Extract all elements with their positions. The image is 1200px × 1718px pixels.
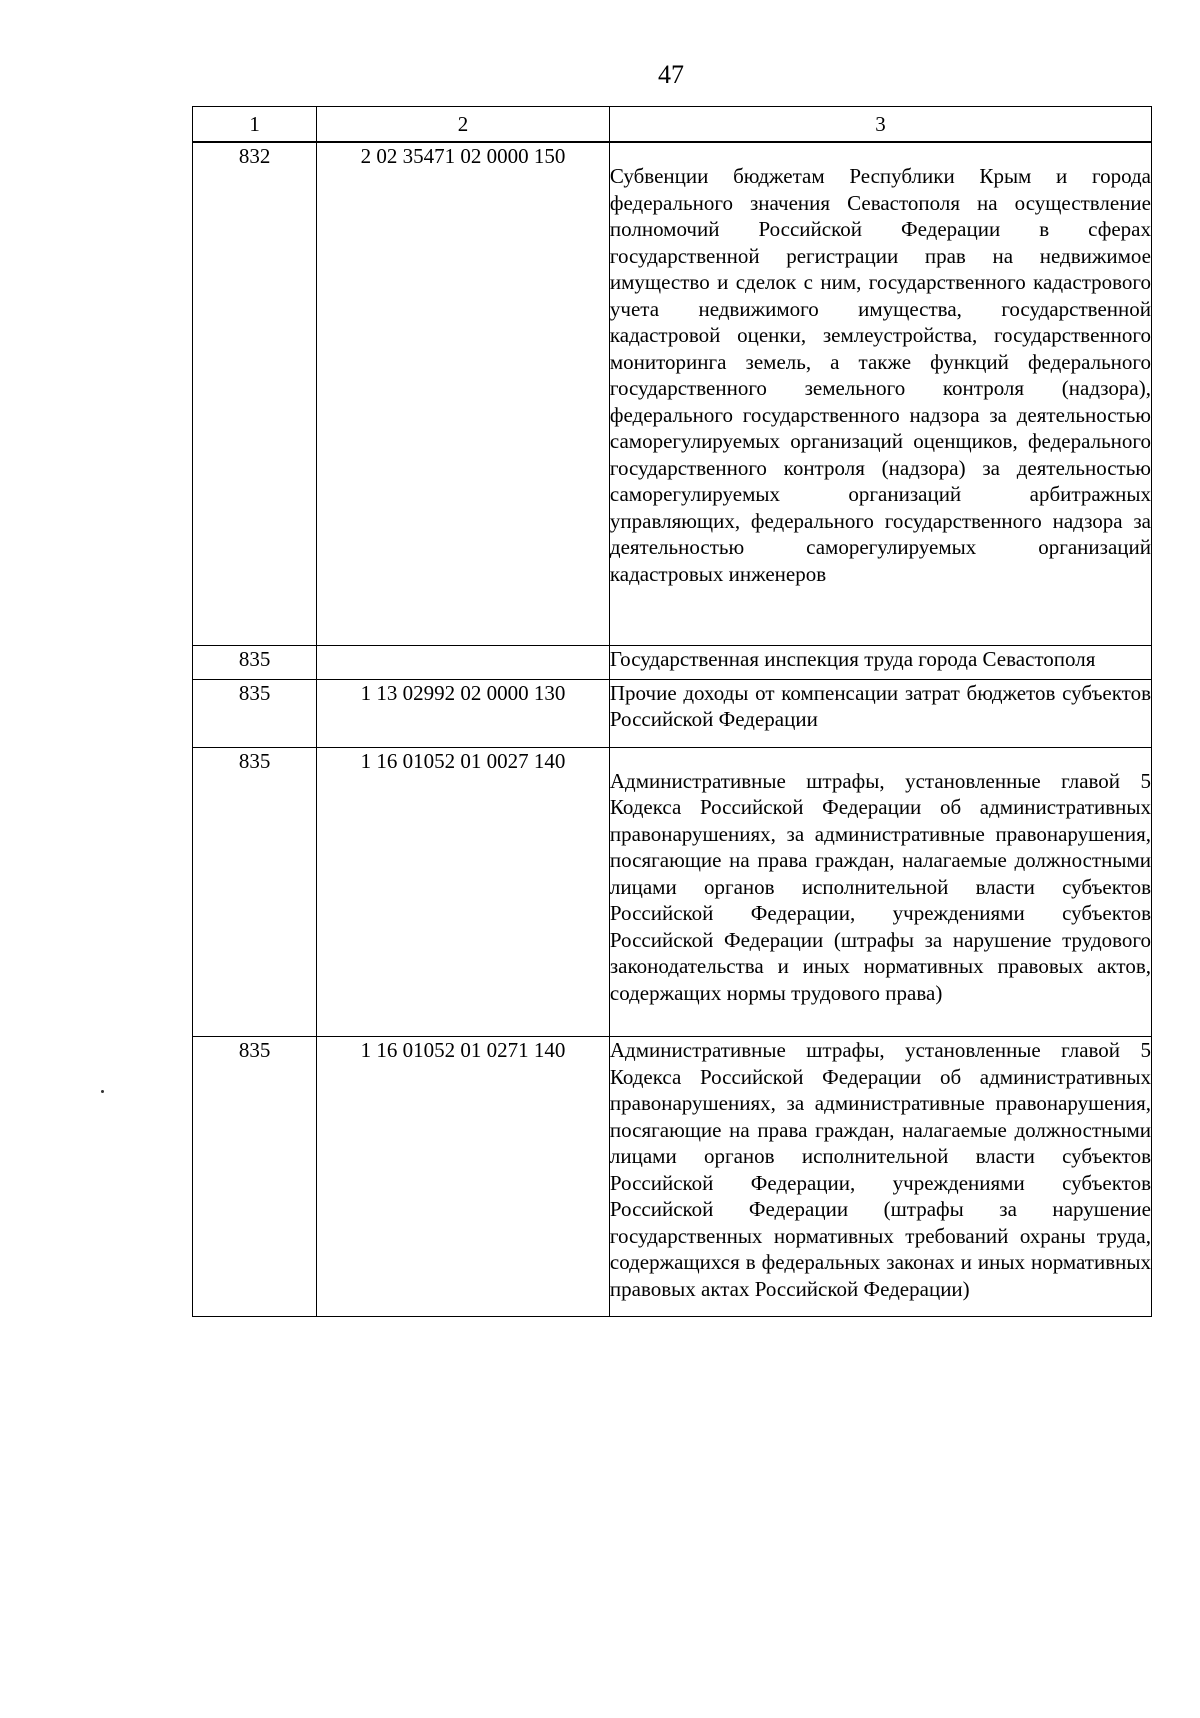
column-header-1: 1 [193, 107, 317, 143]
scan-speck [101, 1090, 104, 1093]
table-header-row [193, 107, 1152, 143]
budget-code-cell: 1 13 02992 02 0000 130 [317, 679, 610, 747]
table-row [193, 142, 1152, 646]
budget-code-cell: 1 16 01052 01 0271 140 [317, 1037, 610, 1317]
admin-code-cell: 835 [193, 747, 317, 1037]
admin-code-cell: 832 [193, 142, 317, 646]
admin-code-cell: 835 [193, 1037, 317, 1317]
table-row [193, 679, 1152, 747]
admin-code-cell: 835 [193, 679, 317, 747]
section-title-cell: Государственная инспекция труда города Севастополя [609, 646, 1151, 680]
table-row [193, 646, 1152, 680]
column-header-2: 2 [317, 107, 610, 143]
revenue-table [192, 106, 1152, 1317]
budget-code-cell: 1 16 01052 01 0027 140 [317, 747, 610, 1037]
description-cell: Административные штрафы, установленные главой 5 Кодекса Российской Федерации об административных правонарушениях, за административные правонарушения, посягающие на права граждан, налагаемые должностными лицами органов исполнительной власти субъектов Российской Федерации, учреждениями субъектов Российской Федерации (штрафы за нарушение государственных нормативных требований охраны труда, содержащихся в федеральных законах и иных нормативных правовых актах Российской Федерации) [609, 1037, 1151, 1317]
description-cell: Административные штрафы, установленные главой 5 Кодекса Российской Федерации об административных правонарушениях, за административные правонарушения, посягающие на права граждан, налагаемые должностными лицами органов исполнительной власти субъектов Российской Федерации, учреждениями субъектов Российской Федерации (штрафы за нарушение трудового законодательства и иных нормативных правовых актов, содержащих нормы трудового права) [609, 747, 1151, 1037]
table-row [193, 747, 1152, 1037]
description-cell: Субвенции бюджетам Республики Крым и города федерального значения Севастополя на осуществление полномочий Российской Федерации в сферах государственной регистрации прав на недвижимое имущество и сделок с ним, государственного кадастрового учета недвижимого имущества, государственной кадастровой оценки, землеустройства, государственного мониторинга земель, а также функций федерального государственного земельного контроля (надзора), федерального государственного надзора за деятельностью саморегулируемых организаций оценщиков, федерального государственного контроля (надзора) за деятельностью саморегулируемых организаций арбитражных управляющих, федерального государственного надзора за деятельностью саморегулируемых организаций кадастровых инженеров [609, 142, 1151, 646]
admin-code-cell: 835 [193, 646, 317, 680]
description-cell: Прочие доходы от компенсации затрат бюджетов субъектов Российской Федерации [609, 679, 1151, 747]
budget-code-cell [317, 646, 610, 680]
budget-code-cell: 2 02 35471 02 0000 150 [317, 142, 610, 646]
table-row [193, 1037, 1152, 1317]
column-header-3: 3 [609, 107, 1151, 143]
page-number: 47 [658, 60, 684, 89]
